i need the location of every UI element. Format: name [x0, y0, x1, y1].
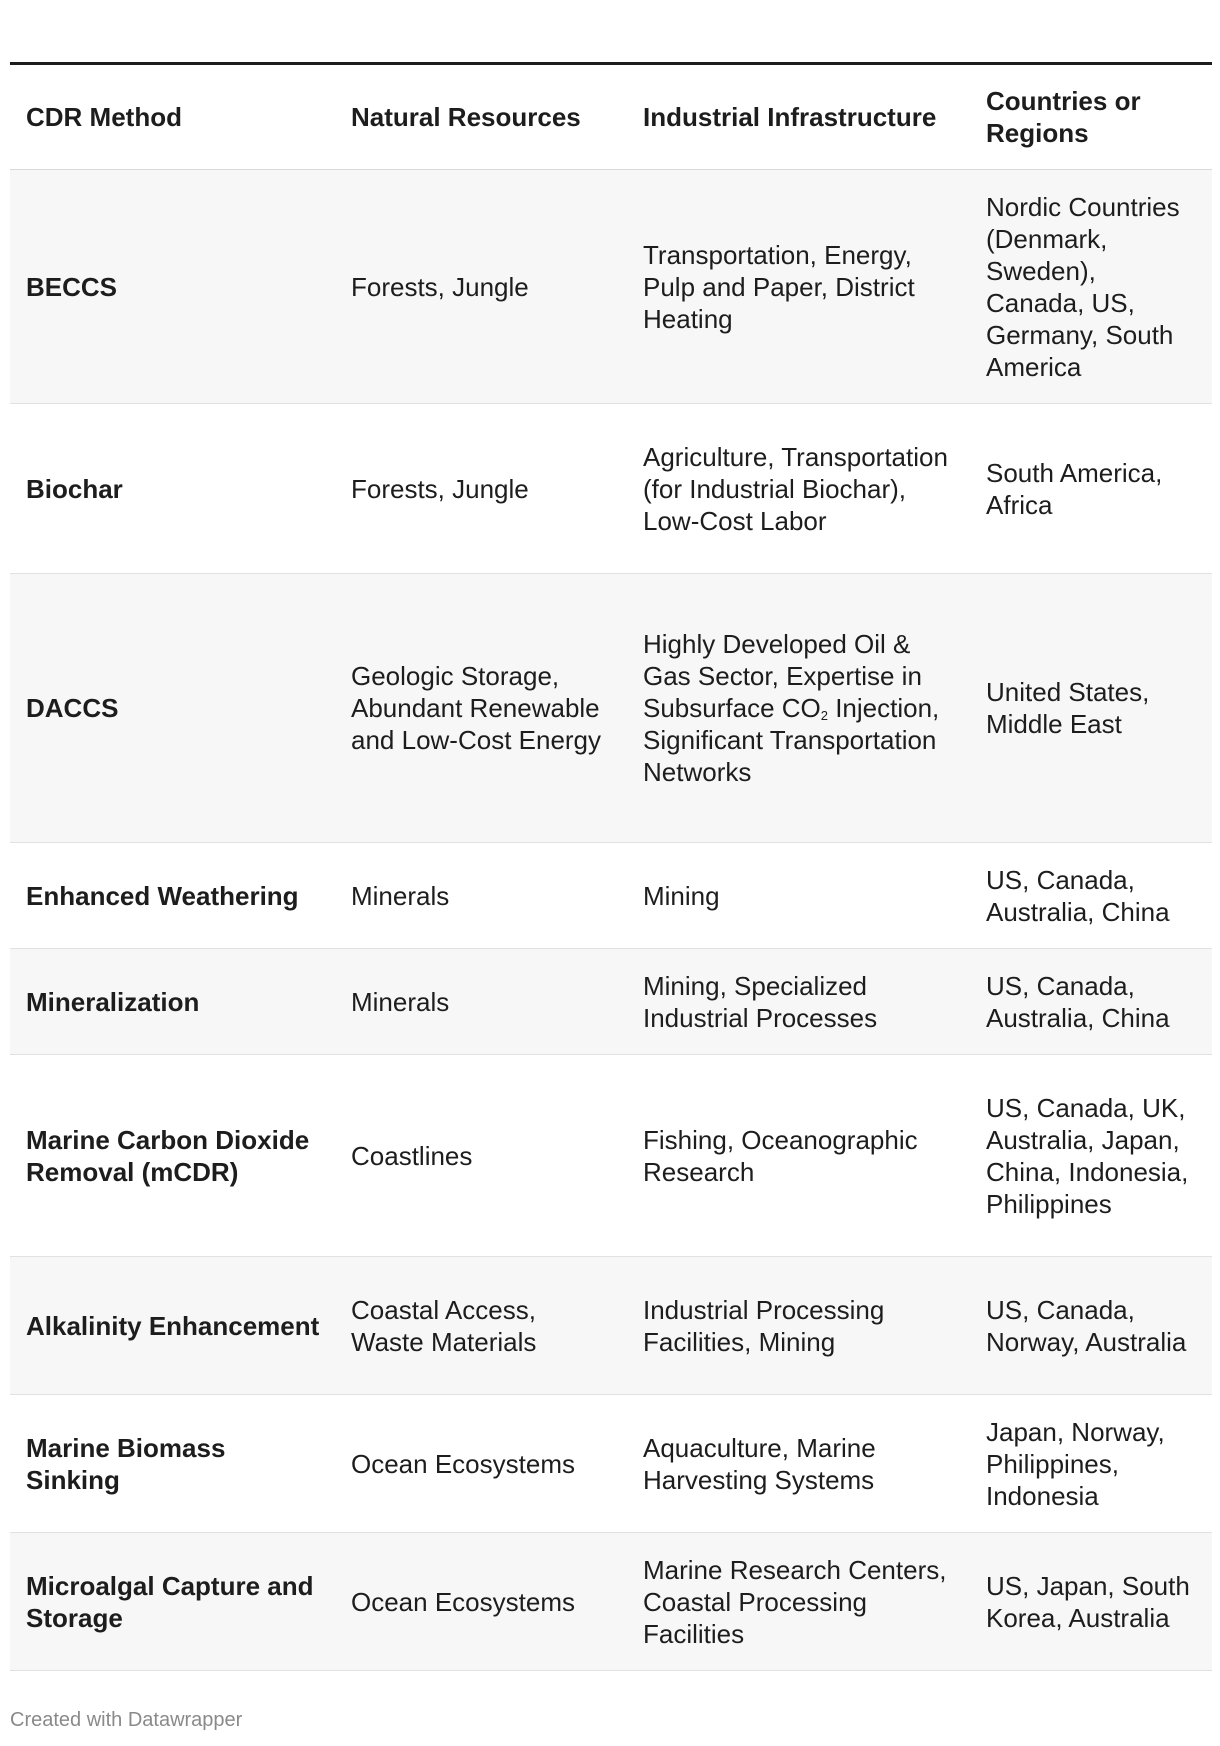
column-header-cdr-method[interactable]: CDR Method	[10, 64, 335, 170]
natural-resources-cell: Geologic Storage, Abundant Renewable and Low-Cost Energy	[335, 574, 627, 843]
cdr-table	[10, 62, 1212, 1671]
natural-resources-cell: Ocean Ecosystems	[335, 1533, 627, 1671]
table-header	[10, 64, 1212, 170]
table-row	[10, 574, 1212, 843]
table-container	[10, 62, 1212, 1671]
cdr-method-cell: BECCS	[10, 170, 335, 404]
cdr-method-cell: Enhanced Weathering	[10, 843, 335, 949]
industrial-infrastructure-cell	[627, 574, 970, 843]
table-row	[10, 1257, 1212, 1395]
countries-regions-cell: US, Canada, Australia, China	[970, 949, 1212, 1055]
table-row	[10, 843, 1212, 949]
industrial-infrastructure-cell: Mining	[627, 843, 970, 949]
datawrapper-credit[interactable]: Created with Datawrapper	[10, 1709, 243, 1731]
cdr-method-cell: Marine Carbon Dioxide Removal (mCDR)	[10, 1055, 335, 1257]
industrial-infrastructure-cell: Industrial Processing Facilities, Mining	[627, 1257, 970, 1395]
natural-resources-cell: Minerals	[335, 843, 627, 949]
industrial-infrastructure-cell: Marine Research Centers, Coastal Processing Facilities	[627, 1533, 970, 1671]
table-row	[10, 1533, 1212, 1671]
natural-resources-cell: Forests, Jungle	[335, 404, 627, 574]
countries-regions-cell: Nordic Countries (Denmark, Sweden), Canada, US, Germany, South America	[970, 170, 1212, 404]
natural-resources-cell: Ocean Ecosystems	[335, 1395, 627, 1533]
countries-regions-cell: US, Canada, Australia, China	[970, 843, 1212, 949]
column-header-natural-resources[interactable]: Natural Resources	[335, 64, 627, 170]
industrial-infrastructure-cell: Transportation, Energy, Pulp and Paper, District Heating	[627, 170, 970, 404]
natural-resources-cell: Coastlines	[335, 1055, 627, 1257]
countries-regions-cell: United States, Middle East	[970, 574, 1212, 843]
natural-resources-cell: Forests, Jungle	[335, 170, 627, 404]
cdr-method-cell: Biochar	[10, 404, 335, 574]
countries-regions-cell: Japan, Norway, Philippines, Indonesia	[970, 1395, 1212, 1533]
industrial-infrastructure-cell: Mining, Specialized Industrial Processes	[627, 949, 970, 1055]
cdr-method-cell: Microalgal Capture and Storage	[10, 1533, 335, 1671]
cdr-method-cell: Alkalinity Enhancement	[10, 1257, 335, 1395]
table-body	[10, 170, 1212, 1671]
countries-regions-cell: US, Canada, Norway, Australia	[970, 1257, 1212, 1395]
countries-regions-cell: US, Japan, South Korea, Australia	[970, 1533, 1212, 1671]
infra-text-part: Highly Developed Oil & Gas Sector, Expertise in Subsurface CO	[643, 629, 922, 723]
cdr-method-cell: Mineralization	[10, 949, 335, 1055]
countries-regions-cell: US, Canada, UK, Australia, Japan, China, Indonesia, Philippines	[970, 1055, 1212, 1257]
table-row	[10, 1395, 1212, 1533]
countries-regions-cell: South America, Africa	[970, 404, 1212, 574]
column-header-countries-regions[interactable]: Countries or Regions	[970, 64, 1212, 170]
natural-resources-cell: Coastal Access, Waste Materials	[335, 1257, 627, 1395]
column-header-industrial-infrastructure[interactable]: Industrial Infrastructure	[627, 64, 970, 170]
co2-subscript: 2	[820, 708, 828, 723]
industrial-infrastructure-cell: Fishing, Oceanographic Research	[627, 1055, 970, 1257]
table-row	[10, 404, 1212, 574]
infra-text-part: Injection, Significant Transportation Networks	[643, 693, 940, 787]
industrial-infrastructure-cell: Agriculture, Transportation (for Industrial Biochar), Low-Cost Labor	[627, 404, 970, 574]
cdr-method-cell: Marine Biomass Sinking	[10, 1395, 335, 1533]
cdr-method-cell: DACCS	[10, 574, 335, 843]
table-row	[10, 1055, 1212, 1257]
industrial-infrastructure-cell: Aquaculture, Marine Harvesting Systems	[627, 1395, 970, 1533]
natural-resources-cell: Minerals	[335, 949, 627, 1055]
table-row	[10, 949, 1212, 1055]
table-row	[10, 170, 1212, 404]
header-row	[10, 64, 1212, 170]
